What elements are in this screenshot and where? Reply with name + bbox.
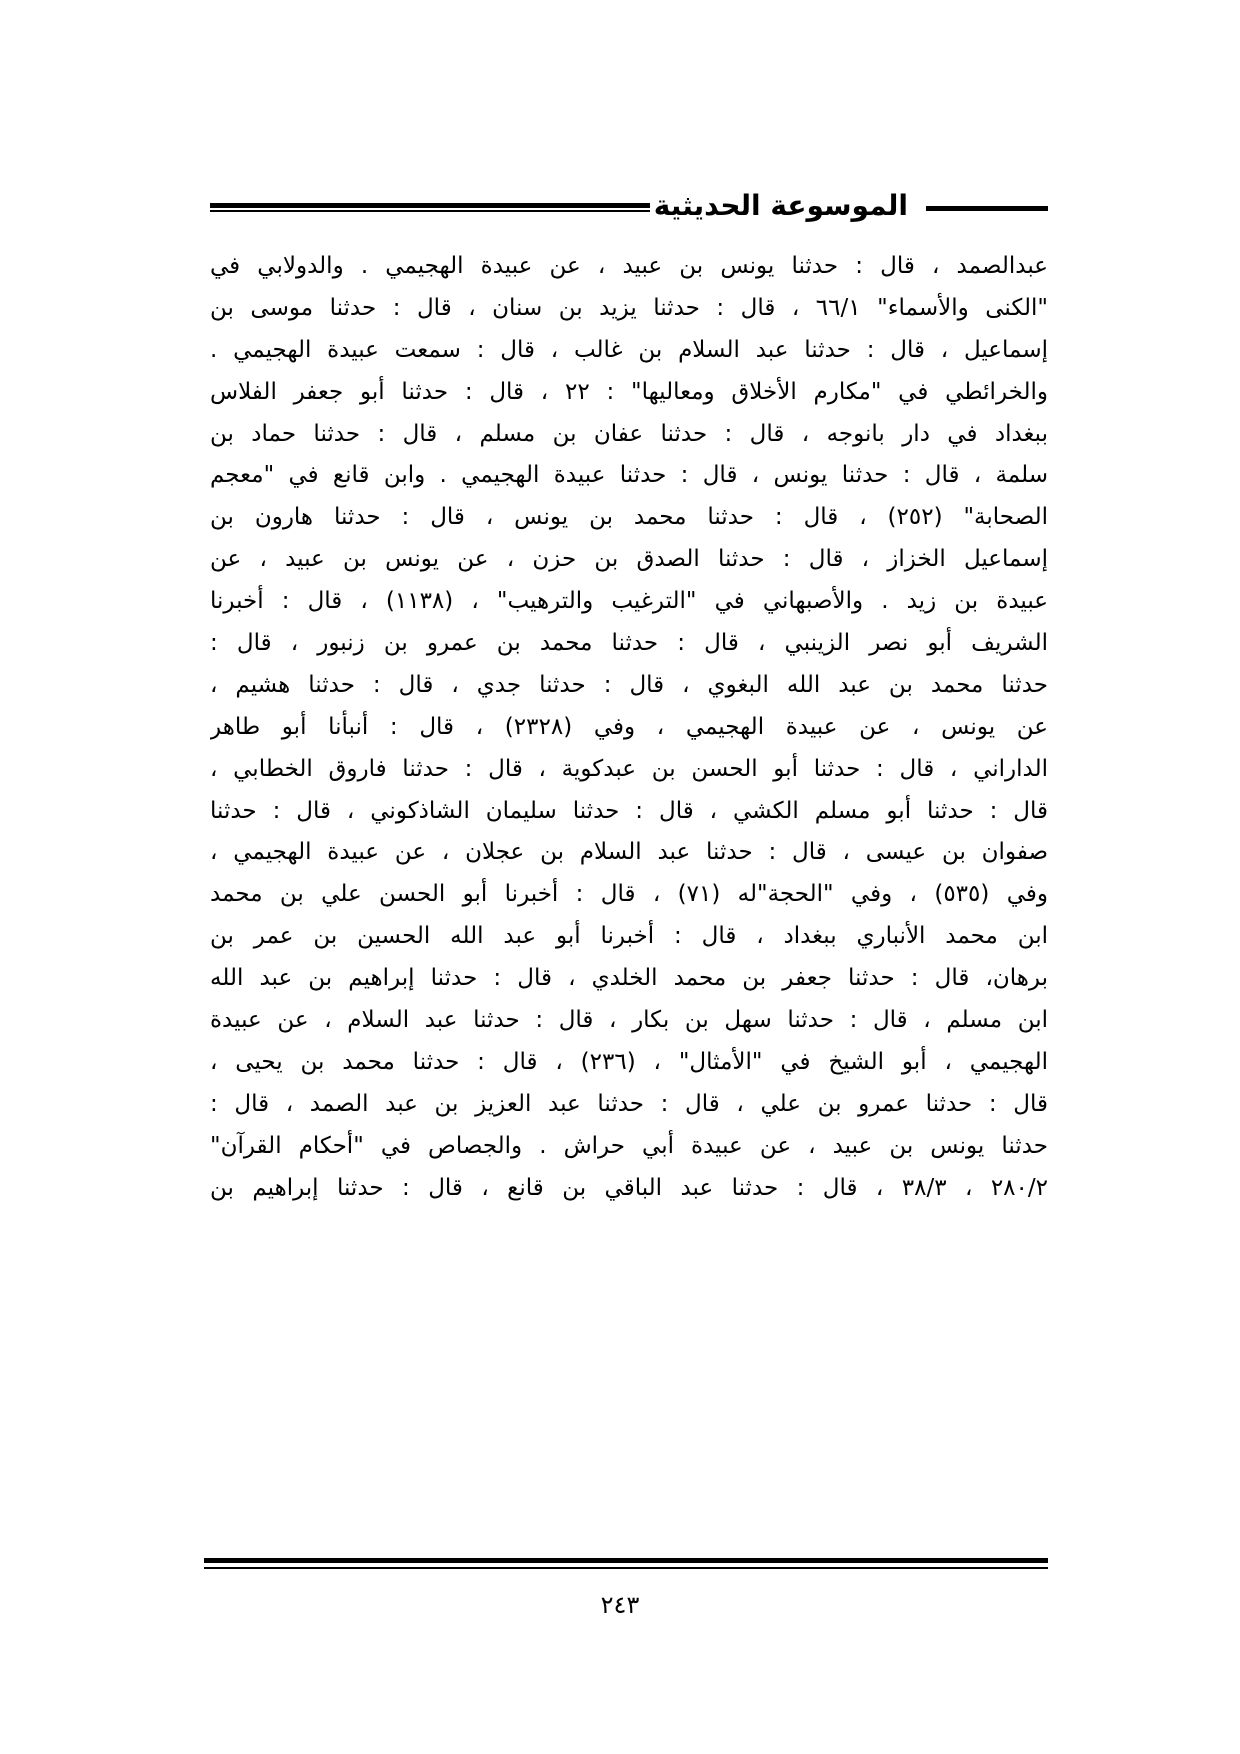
text-line: ببغداد في دار بانوجه ، قال : حدثنا عفان بن مسلم ، قال : حدثنا حماد بن [210,420,1048,447]
text-line: حدثنا محمد بن عبد الله البغوي ، قال : حدثنا جدي ، قال : حدثنا هشيم ، [210,671,1048,698]
text-line: الهجيمي ، أبو الشيخ في "الأمثال" ، (٢٣٦) ، قال : حدثنا محمد بن يحيى ، [210,1048,1048,1075]
text-line: وفي (٥٣٥) ، وفي "الحجة"له (٧١) ، قال : أخبرنا أبو الحسن علي بن محمد [210,881,1048,908]
text-line: صفوان بن عيسى ، قال : حدثنا عبد السلام بن عجلان ، عن عبيدة الهجيمي ، [210,839,1048,866]
body-text [210,246,1048,1209]
text-line: والخرائطي في "مكارم الأخلاق ومعاليها" : ٢٢ ، قال : حدثنا أبو جعفر الفلاس [210,378,1048,405]
text-line: حدثنا يونس بن عبيد ، عن عبيدة أبي حراش . والجصاص في "أحكام القرآن" [210,1132,1048,1159]
text-line: برهان، قال : حدثنا جعفر بن محمد الخلدي ، قال : حدثنا إبراهيم بن عبد الله [210,965,1048,992]
text-line: الشريف أبو نصر الزينبي ، قال : حدثنا محمد بن عمرو بن زنبور ، قال : [210,630,1048,657]
text-line: ابن مسلم ، قال : حدثنا سهل بن بكار ، قال : حدثنا عبد السلام ، عن عبيدة [210,1007,1048,1034]
text-line: سلمة ، قال : حدثنا يونس ، قال : حدثنا عبيدة الهجيمي . وابن قانع في "معجم [210,462,1048,489]
text-line: "الكنى والأسماء" ٦٦/١ ، قال : حدثنا يزيد بن سنان ، قال : حدثنا موسى بن [210,294,1048,321]
text-line: قال : حدثنا أبو مسلم الكشي ، قال : حدثنا سليمان الشاذكوني ، قال : حدثنا [210,797,1048,824]
footer-rule [204,1558,1048,1569]
text-line: الداراني ، قال : حدثنا أبو الحسن بن عبدكوية ، قال : حدثنا فاروق الخطابي ، [210,755,1048,782]
text-line: ٢٨٠/٢ ، ٣٨/٣ ، قال : حدثنا عبد الباقي بن قانع ، قال : حدثنا إبراهيم بن [210,1174,1048,1201]
header-rule-short [926,206,1048,211]
text-line: عن يونس ، عن عبيدة الهجيمي ، وفي (٢٣٢٨) ، قال : أنبأنا أبو طاهر [210,713,1048,740]
header-title: الموسوعة الحديثية [653,189,908,222]
header-rule-long [210,203,650,212]
text-line: عبيدة بن زيد . والأصبهاني في "الترغيب والترهيب" ، (١١٣٨) ، قال : أخبرنا [210,588,1048,615]
text-line: عبدالصمد ، قال : حدثنا يونس بن عبيد ، عن عبيدة الهجيمي . والدولابي في [210,253,1048,279]
text-line: الصحابة" (٢٥٢) ، قال : حدثنا محمد بن يونس ، قال : حدثنا هارون بن [210,504,1048,531]
page-number: ٢٤٣ [600,1591,640,1619]
text-line: إسماعيل الخزاز ، قال : حدثنا الصدق بن حزن ، عن يونس بن عبيد ، عن [210,546,1048,573]
text-line: إسماعيل ، قال : حدثنا عبد السلام بن غالب ، قال : سمعت عبيدة الهجيمي . [210,336,1048,363]
text-line: قال : حدثنا عمرو بن علي ، قال : حدثنا عبد العزيز بن عبد الصمد ، قال : [210,1090,1048,1117]
running-header [210,188,1048,228]
text-line: ابن محمد الأنباري ببغداد ، قال : أخبرنا أبو عبد الله الحسين بن عمر بن [210,923,1048,950]
